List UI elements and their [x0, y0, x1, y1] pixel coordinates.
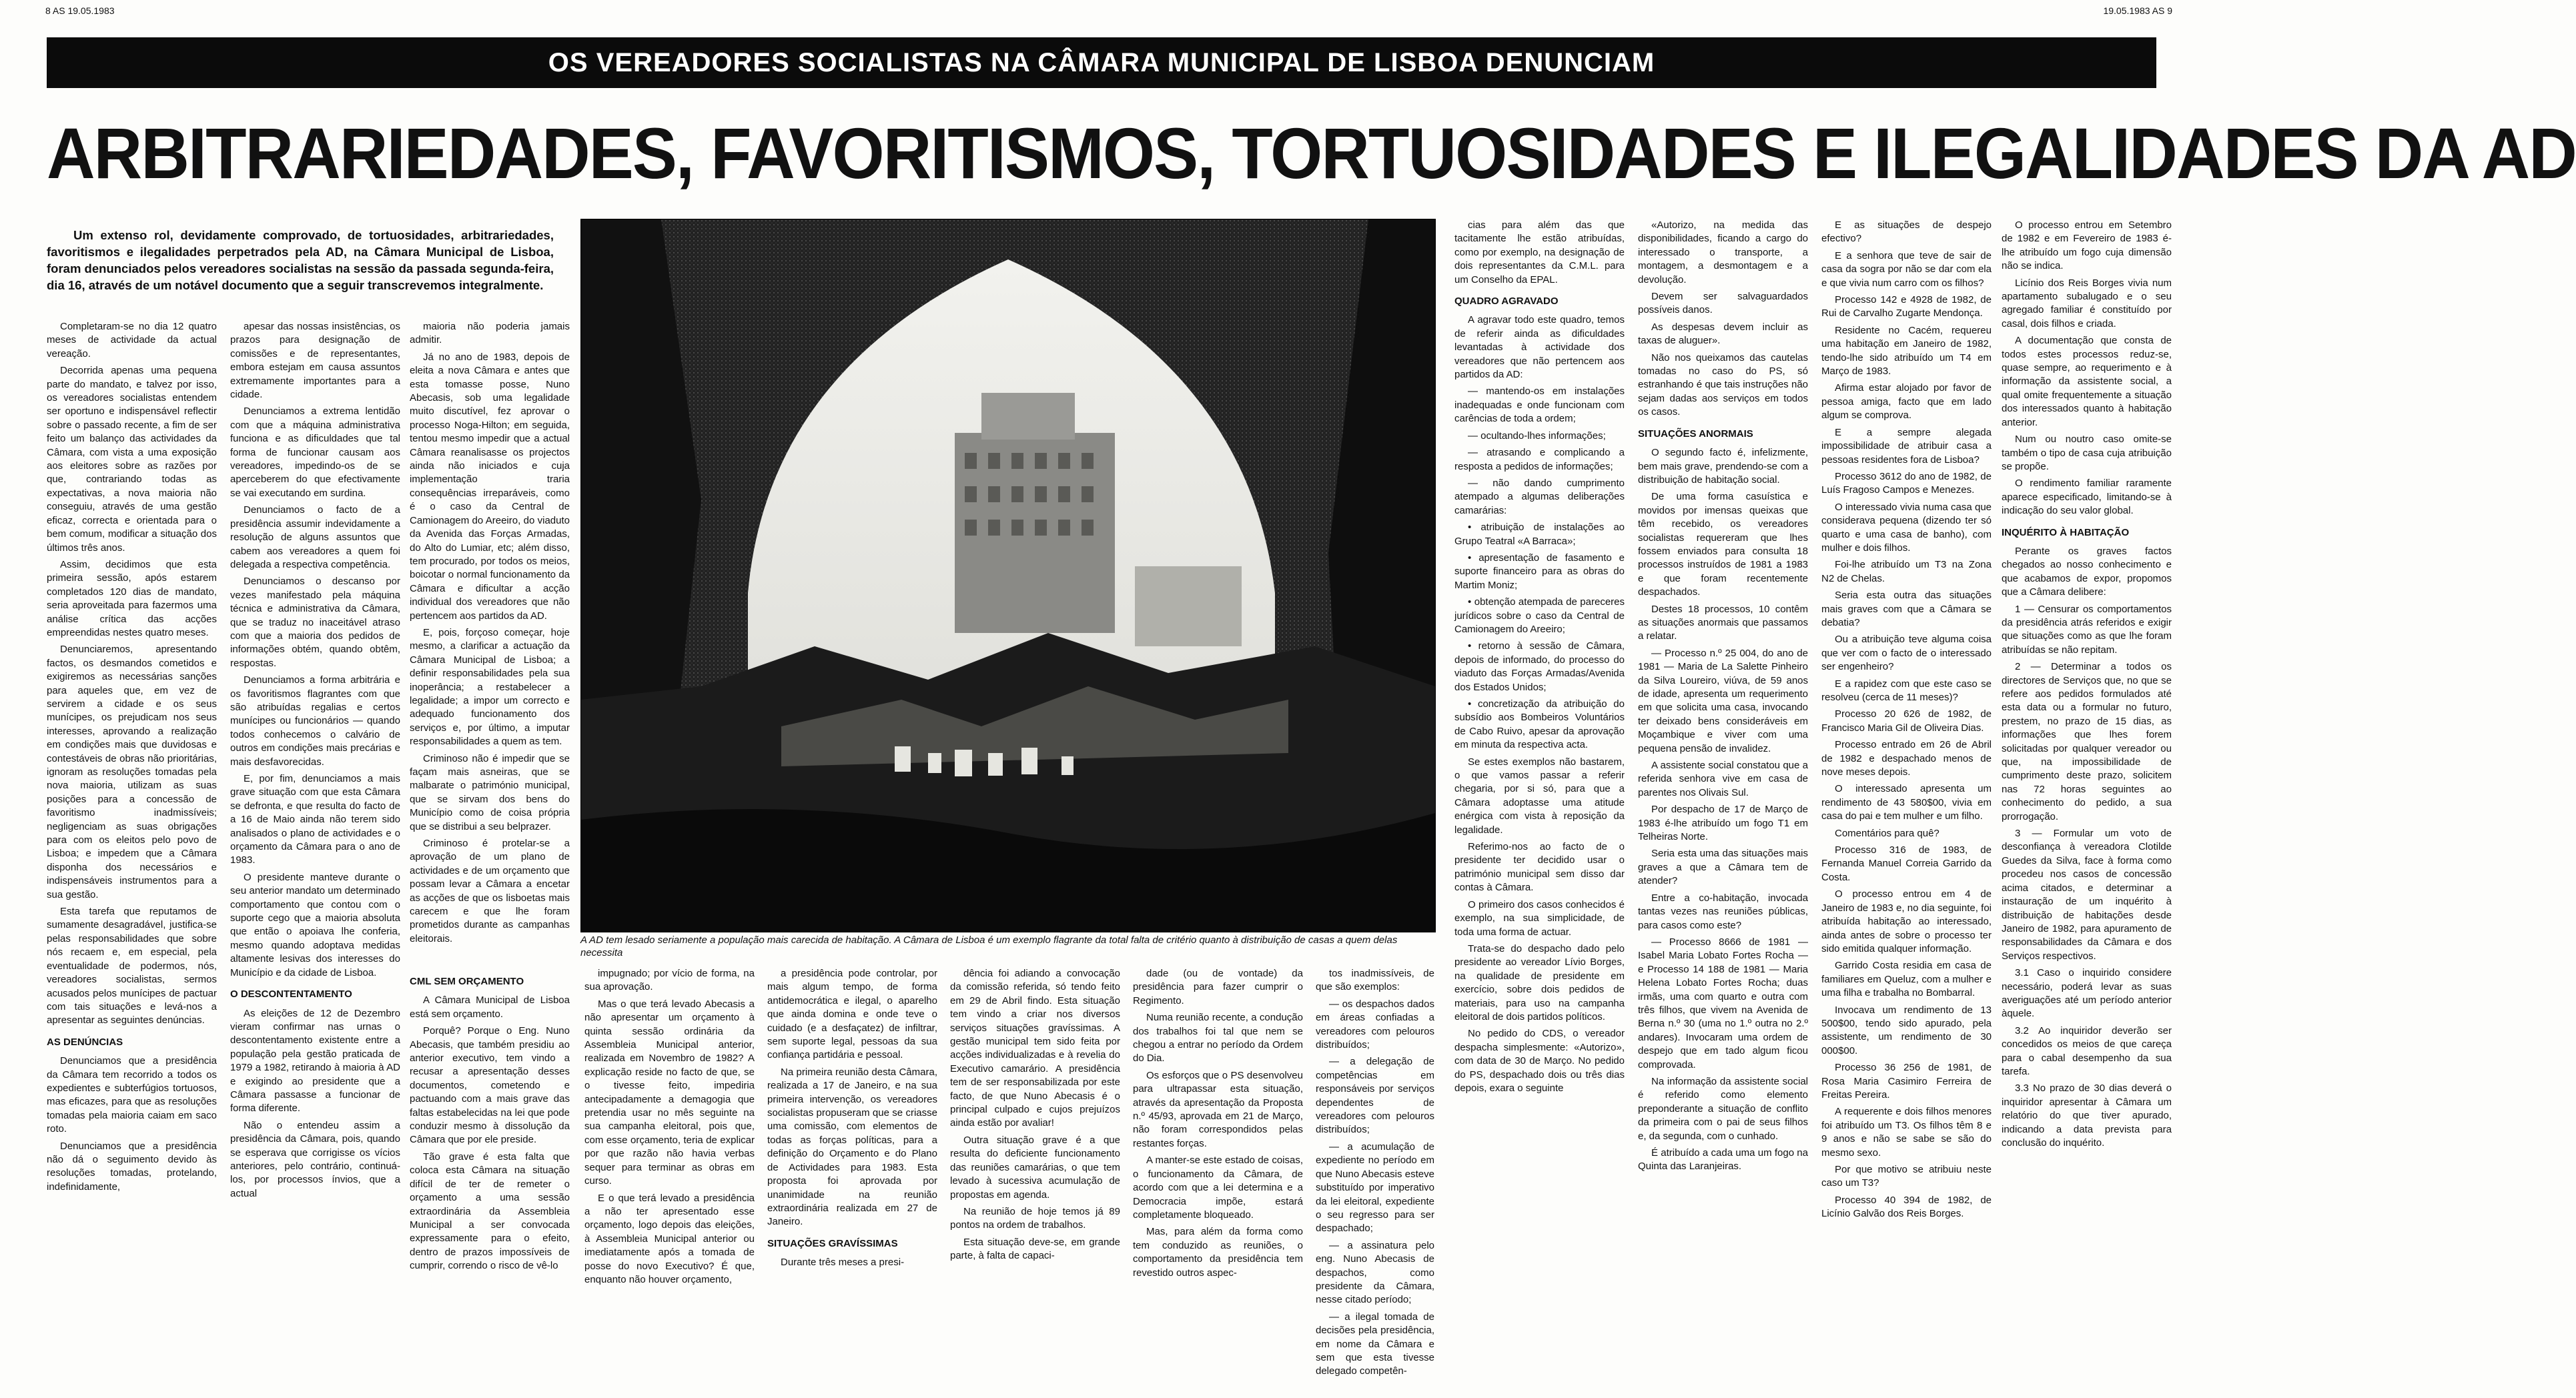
- paragraph: Porquê? Porque o Eng. Nuno Abecasis, que também presidiu ao anterior executivo, tem vindo a recusar a apresentação desses documentos, cometendo e pactuando com a mais grave das faltas estabelecidas na lei que pode conduzir mesmo à dissolução da Câmara que por ele preside.: [410, 1025, 570, 1146]
- text-column-8: [1133, 967, 1303, 1387]
- paragraph: Processo 20 626 de 1982, de Francisco Maria Gil de Oliveira Dias.: [1821, 708, 1992, 734]
- paragraph: — Processo n.º 25 004, do ano de 1981 — Maria de La Salette Pinheiro da Silva Loureiro, viúva, de 59 anos de idade, apresenta um requerimento em que solicita uma casa, invocando ter deixado bens consideráveis em Moçambique e viver com uma pequena pensão de invalidez.: [1638, 647, 1808, 754]
- paragraph: O interessado apresenta um rendimento de 43 580$00, vivia em casa do pai e tem mulher e um filho.: [1821, 783, 1992, 822]
- paragraph: Durante três meses a presi-: [781, 1257, 905, 1269]
- paragraph: O processo entrou em Setembro de 1982 e em Fevereiro de 1983 é-lhe atribuído um fogo cuja dimensão não se indica.: [2002, 219, 2172, 272]
- lead-paragraph: Um extenso rol, devidamente comprovado, de tortuosidades, arbitrariedades, favoritismos e ilegalidades perpetrados pela AD, na Câmara Municipal de Lisboa, foram denunciados pelos vereadores socialistas na sessão da passada segunda-feira, dia 16, através de um notável documento que a seguir transcrevemos integralmente.: [47, 228, 554, 292]
- paragraph: Na primeira reunião desta Câmara, realizada a 17 de Janeiro, e na sua primeira intervenção, os vereadores socialistas propuseram que se criasse uma comissão, com elementos de todas as forças políticas, para a definição do Orçamento e do Plano de Actividades para 1983. Esta proposta foi aprovada por unanimidade na reunião extraordinária realizada em 27 de Janeiro.: [767, 1066, 937, 1228]
- paragraph: Seria esta uma das situações mais graves a que a Câmara tem de atender?: [1638, 848, 1808, 887]
- paragraph: Processo 142 e 4928 de 1982, de Rui de Carvalho Zugarte Mendonça.: [1821, 294, 1992, 319]
- paragraph: Assim, decidimos que esta primeira sessão, após estarem completados 120 dias de mandato, seria aproveitada para fazermos uma análise crítica das acções empreendidas nestes quatro meses.: [47, 558, 217, 638]
- paragraph: E, por fim, denunciamos a mais grave situação com que esta Câmara se defronta, e que resulta do facto de a 16 de Maio ainda não terem sido analisados o plano de actividades e o orçamento da Câmara para o ano de 1983.: [230, 773, 400, 866]
- paragraph: As eleições de 12 de Dezembro vieram confirmar nas urnas o descontentamento existente entre a população pela gestão praticada de 1979 a 1982, retirando à maioria à AD e exigindo ao presidente que a Câmara passasse a funcionar de forma diferente.: [230, 1007, 400, 1115]
- paragraph: A Câmara Municipal de Lisboa está sem orçamento.: [410, 994, 570, 1020]
- paragraph: A requerente e dois filhos menores foi atribuído um T3. Os filhos têm 8 e 9 anos e não se sabe se são do mesmo sexo.: [1821, 1106, 1992, 1159]
- housing-photo: [580, 219, 1436, 932]
- text-column-12: [1821, 219, 1992, 1387]
- text-column-11: [1638, 219, 1808, 1387]
- paragraph: — a delegação de competências em responsáveis por serviços dependentes de vereadores com pelouros distribuídos;: [1316, 1056, 1434, 1136]
- text-column-4: [410, 967, 570, 1387]
- paragraph: — a acumulação de expediente no período em que Nuno Abecasis esteve substituído por imperativo da lei eleitoral, expediente o seu regresso para ser despachado;: [1316, 1141, 1434, 1235]
- paragraph: Ou a atribuição teve alguma coisa que ver com o facto de o interessado ser engenheiro?: [1821, 634, 1992, 673]
- paragraph: Afirma estar alojado por favor de pessoa amiga, facto que em lado algum se comprova.: [1821, 382, 1992, 422]
- paragraph: Devem ser salvaguardados possíveis danos.: [1638, 291, 1808, 316]
- paragraph: Numa reunião recente, a condução dos trabalhos foi tal que nem se chegou a entrar no período da Ordem do Dia.: [1133, 1012, 1303, 1065]
- paragraph: Outra situação grave é a que resulta do deficiente funcionamento das reuniões camarárias, o que tem levado à sucessiva acumulação de propostas em agenda.: [950, 1134, 1120, 1201]
- paragraph: — mantendo-os em instalações inadequadas e onde funcionam com carências de toda a ordem;: [1454, 386, 1625, 425]
- paragraph: Processo 36 256 de 1981, de Rosa Maria Casimiro Ferreira de Freitas Pereira.: [1821, 1062, 1992, 1101]
- paragraph: 3.3 No prazo de 30 dias deverá o inquiridor apresentar à Câmara um relatório do que tiver apurado, indicando a data prevista para conclusão do inquérito.: [2002, 1083, 2172, 1149]
- paragraph: — a assinatura pelo eng. Nuno Abecasis de despachos, como presidente da Câmara, nesse citado período;: [1316, 1239, 1434, 1306]
- paragraph: Foi-lhe atribuído um T3 na Zona N2 de Chelas.: [1821, 559, 1992, 584]
- paragraph: — a ilegal tomada de decisões pela presidência, em nome da Câmara e sem que esta tivesse delegado competên-: [1316, 1311, 1434, 1377]
- paragraph: tos inadmissíveis, de que são exemplos:: [1316, 968, 1434, 993]
- paragraph: a presidência pode controlar, por mais algum tempo, de forma antidemocrática e ilegal, o aparelho que ainda domina e onde teve o cuidado (e a desfaçatez) de infiltrar, sem suporte legal, pessoas da sua confiança partidária e pessoal.: [767, 968, 937, 1061]
- paragraph: 3 — Formular um voto de desconfiança à vereadora Clotilde Guedes da Silva, face à forma como procedeu nos casos de concessão acima citados, e determinar a instauração de um inquérito à distribuição de habitações desde Janeiro de 1982, para apuramento de responsabilidades da Câmara e dos Serviços respectivos.: [2002, 828, 2172, 962]
- paragraph: Invocava um rendimento de 13 500$00, tendo sido apurado, pela assistente, um rendimento de 30 000$00.: [1821, 1004, 1992, 1057]
- paragraph: Referimo-nos ao facto de o presidente ter decidido usar o património municipal sem disso dar contas à Câmara.: [1454, 841, 1625, 894]
- subheading: CML SEM ORÇAMENTO: [410, 976, 524, 987]
- text-column-3: [410, 320, 570, 960]
- paragraph: 3.1 Caso o inquirido considere necessário, poderá levar as suas averiguações até um período anterior àquele.: [2002, 967, 2172, 1020]
- paragraph: Perante os graves factos chegados ao nosso conhecimento e que acabamos de expor, propomos que a Câmara delibere:: [2002, 545, 2172, 598]
- section-banner: OS VEREADORES SOCIALISTAS NA CÂMARA MUNICIPAL DE LISBOA DENUNCIAM: [47, 37, 2156, 88]
- paragraph: Mas o que terá levado Abecasis a não apresentar um orçamento à quinta sessão ordinária da Assembleia Municipal anterior, realizada em Novembro de 1982? A explicação reside no facto de que, se o tivesse feito, impediria antecipadamente a demagogia que pretendia usar no mês seguinte na sua campanha eleitoral, pois que, com esse orçamento, teria de explicar por que razão não havia verbas sequer para terminar as obras em curso.: [584, 998, 755, 1187]
- folio-left: 8 AS 19.05.1983: [45, 5, 115, 16]
- paragraph: 3.2 Ao inquiridor deverão ser concedidos os meios de que careça para o cabal desempenho da sua tarefa.: [2002, 1024, 2172, 1077]
- headline: ARBITRARIEDADES, FAVORITISMOS, TORTUOSIDADES E ILEGALIDADES DA AD: [47, 113, 2576, 193]
- paragraph: Por despacho de 17 de Março de 1983 é-lhe atribuído um fogo T1 em Telheiras Norte.: [1638, 804, 1808, 843]
- paragraph: Processo 40 394 de 1982, de Licínio Galvão dos Reis Borges.: [1821, 1194, 1992, 1220]
- paragraph: Licínio dos Reis Borges vivia num apartamento subalugado e o seu agregado familiar é constituído por casal, dois filhos e criada.: [2002, 277, 2172, 329]
- paragraph: Criminoso não é impedir que se façam mais asneiras, que se malbarate o património municipal, que se sirvam dos bens do Município como de coisa própria que se distribui a seu belprazer.: [410, 752, 570, 832]
- paragraph: Não nos queixamos das cautelas tomadas no caso do PS, só estranhando é que tais instruções não sejam dadas aos serviços em todos os casos.: [1638, 352, 1808, 418]
- paragraph: E o que terá levado a presidência a não ter apresentado esse orçamento, logo depois das eleições, à Assembleia Municipal anterior ou imediatamente após a tomada de posse do novo Executivo? É que, enquanto não houver orçamento,: [584, 1192, 755, 1285]
- text-column-7: [950, 967, 1120, 1387]
- folio-right: 19.05.1983 AS 9: [2103, 5, 2172, 16]
- paragraph: Não o entendeu assim a presidência da Câmara, pois, quando se esperava que corrigisse os vícios anteriores, pelo contrário, continuá-los, por processos ínvios, que a actual: [230, 1119, 400, 1199]
- paragraph: Seria esta outra das situações mais graves com que a Câmara se debatia?: [1821, 590, 1992, 628]
- paragraph: — atrasando e complicando a resposta a pedidos de informações;: [1454, 447, 1625, 472]
- subheading: SITUAÇÕES ANORMAIS: [1638, 428, 1753, 440]
- paragraph: E, pois, forçoso começar, hoje mesmo, a clarificar a actuação da Câmara Municipal de Lisboa; a definir responsabilidades pela sua inoperância; a restabelecer a legalidade; a impor um correcto e adequado funcionamento dos serviços e, por último, a imputar responsabilidades a quem as tem.: [410, 626, 570, 748]
- text-column-5: [584, 967, 755, 1387]
- paragraph: dência foi adiando a convocação da comissão referida, só tendo feito em 29 de Abril findo. Esta situação tem vindo a criar nos diversos serviços situações gravíssimas. A gestão municipal tem sido feita por acções individualizadas e à revelia do Executivo camarário. A presidência tem de ser responsabilizada por este facto, de que Nuno Abecasis é o principal culpado e cujos prejuízos ainda estão por avaliar!: [950, 968, 1120, 1129]
- paragraph: E a sempre alegada impossibilidade de atribuir casa a pessoas residentes fora de Lisboa?: [1821, 426, 1992, 466]
- paragraph: A agravar todo este quadro, temos de referir ainda as dificuldades levantadas à actividade dos vereadores que não pertencem aos partidos da AD:: [1454, 314, 1625, 381]
- paragraph: «Autorizo, na medida das disponibilidades, ficando a cargo do interessado o transporte, a montagem, a desmontagem e a devolução.: [1638, 219, 1808, 285]
- paragraph: • obtenção atempada de pareceres jurídicos sobre o caso da Central de Camionagem do Areeiro;: [1454, 596, 1625, 635]
- text-column-10: [1454, 219, 1625, 1387]
- paragraph: Esta situação deve-se, em grande parte, à falta de capaci-: [950, 1236, 1120, 1262]
- subheading: SITUAÇÕES GRAVÍSSIMAS: [767, 1237, 898, 1249]
- paragraph: Residente no Cacém, requereu uma habitação em Janeiro de 1982, tendo-lhe sido atribuído um T4 em Março de 1983.: [1821, 324, 1992, 378]
- subheading: INQUÉRITO À HABITAÇÃO: [2002, 526, 2130, 538]
- paragraph: Criminoso é protelar-se a aprovação de um plano de actividades e de um orçamento que possam levar a Câmara a encetar as acções de que os lisboetas mais carecem e que lhe foram prometidos durante as campanhas eleitorais.: [410, 838, 570, 944]
- paragraph: As despesas devem incluir as taxas de aluguer».: [1638, 321, 1808, 347]
- subheading: AS DENÚNCIAS: [47, 1036, 123, 1048]
- text-column-13: [2002, 219, 2172, 1387]
- paragraph: Na reunião de hoje temos já 89 pontos na ordem de trabalhos.: [950, 1205, 1120, 1231]
- paragraph: Mas, para além da forma como tem conduzido as reuniões, o comportamento da presidência tem revestido outros aspec-: [1133, 1226, 1303, 1279]
- paragraph: É atribuído a cada uma um fogo na Quinta das Laranjeiras.: [1638, 1147, 1808, 1173]
- text-column-2: [230, 320, 400, 1381]
- paragraph: Na informação da assistente social é referido como elemento preponderante a situação de conflito da primeira com o pai de seus filhos e, da segunda, com o cunhado.: [1638, 1075, 1808, 1142]
- paragraph: O segundo facto é, infelizmente, bem mais grave, prendendo-se com a distribuição de habitação social.: [1638, 447, 1808, 486]
- paragraph: — ocultando-lhes informações;: [1468, 430, 1606, 442]
- paragraph: A documentação que consta de todos estes processos reduz-se, quase sempre, ao requerimento e à informação da assistente social, a qual omite frequentemente a situação dos interessados quanto à habitação anterior.: [2002, 335, 2172, 428]
- paragraph: O primeiro dos casos conhecidos é exemplo, na sua simplicidade, de toda uma forma de actuar.: [1454, 898, 1625, 938]
- paragraph: A manter-se este estado de coisas, o funcionamento da Câmara, de acordo com que a lei determina e a Democracia impõe, estará completamente bloqueado.: [1133, 1155, 1303, 1221]
- paragraph: Tão grave é esta falta que coloca esta Câmara na situação difícil de ter de remeter o orçamento a uma sessão extraordinária da Assembleia Municipal a ser convocada expressamente para o efeito, dentro de prazos impossíveis de cumprir, correndo o risco de vê-lo: [410, 1151, 570, 1272]
- paragraph: Denunciaremos, apresentando factos, os desmandos cometidos e exigiremos as necessárias sanções para aqueles que, em vez de servirem a cidade e os seus munícipes, os prejudicam nos seus interesses, aprovando a realização em condições mais que duvidosas e contestáveis de obras não prioritárias, ignoram as resoluções tomadas pela nova maioria, utilizam as suas posições para a concessão de favoritismo inadmissíveis; negligenciam as suas obrigações para com os eleitos pelo povo de Lisboa; e impedem que a Câmara disponha dos necessários e indispensáveis instrumentos para a sua gestão.: [47, 644, 217, 900]
- paragraph: Denunciamos o facto de a presidência assumir indevidamente a resolução de alguns assuntos que cabem aos vereadores a quem foi delegada a respectiva competência.: [230, 504, 400, 570]
- paragraph: O rendimento familiar raramente aparece especificado, limitando-se à indicação do seu valor global.: [2002, 478, 2172, 517]
- paragraph: Garrido Costa residia em casa de familiares em Queluz, com a mulher e uma filha e trabalha no Bombarral.: [1821, 960, 1992, 999]
- paragraph: Decorrida apenas uma pequena parte do mandato, e talvez por isso, os vereadores socialistas entendem ser oportuno e indispensável reflectir sobre o passado recente, a fim de ser feito um balanço das actividades da Câmara, com vista a uma exposição aos eleitores sobre as razões por que, contrariando todas as expectativas, a nova maioria não conseguiu, através de uma gestão eficaz, correcta e orientada para o bem comum, modificar a situação dos últimos três anos.: [47, 365, 217, 554]
- paragraph: 2 — Determinar a todos os directores de Serviços que, no que se refere aos pedidos formulados até esta data ou a formular no futuro, prestem, no prazo de 15 dias, as informações que lhes forem solicitadas por qualquer vereador ou que, na impossibilidade de cumprimento deste prazo, solicitem nas 72 horas seguintes ao conhecimento do pedido, a sua prorrogação.: [2002, 661, 2172, 822]
- text-column-9: [1316, 967, 1434, 1387]
- paragraph: O interessado vivia numa casa que considerava pequena (dizendo ter só quarto e uma casa de banho), com mulher e dois filhos.: [1821, 501, 1992, 554]
- paragraph: Processo entrado em 26 de Abril de 1982 e despachado menos de nove meses depois.: [1821, 739, 1992, 778]
- photo-caption: A AD tem lesado seriamente a população mais carecida de habitação. A Câmara de Lisboa é um exemplo flagrante da total falta de critério quanto à distribuição de casas a quem delas necessita: [580, 934, 1398, 958]
- paragraph: A assistente social constatou que a referida senhora vive em casa de parentes nos Olivais Sul.: [1638, 760, 1808, 798]
- paragraph: Entre a co-habitação, invocada tantas vezes nas reuniões públicas, para casos como este?: [1638, 892, 1808, 931]
- paragraph: No pedido do CDS, o vereador despacha simplesmente: «Autorizo», com data de 30 de Março. No pedido do PS, despachado dois ou três dias depois, exara o seguinte: [1454, 1028, 1625, 1094]
- paragraph: Processo 316 de 1983, de Fernanda Manuel Correia Garrido da Costa.: [1821, 844, 1992, 883]
- text-column-6: [767, 967, 937, 1387]
- paragraph: E a senhora que teve de sair de casa da sogra por não se dar com ela e que vivia num carro com os filhos?: [1821, 249, 1992, 289]
- paragraph: — não dando cumprimento atempado a algumas deliberações camarárias:: [1454, 477, 1625, 516]
- paragraph: Denunciamos que a presidência não dá o seguimento devido às resoluções tomadas, protelando, indefinidamente,: [47, 1140, 217, 1193]
- paragraph: 1 — Censurar os comportamentos da presidência atrás referidos e exigir que situações como as que lhe foram atribuídas se não repitam.: [2002, 603, 2172, 656]
- paragraph: maioria não poderia jamais admitir.: [410, 321, 570, 346]
- paragraph: Processo 3612 do ano de 1982, de Luís Fragoso Campos e Menezes.: [1821, 470, 1992, 496]
- paragraph: Denunciamos o descanso por vezes manifestado pela máquina técnica e administrativa da Câmara, que se traduz no inaceitável atraso com que a maioria dos pedidos de informações obtém, quando obtêm, respostas.: [230, 576, 400, 669]
- paragraph: apesar das nossas insistências, os prazos para designação de comissões e de representantes, embora estejam em causa assuntos extremamente importantes para a cidade.: [230, 321, 400, 401]
- paragraph: Os esforços que o PS desenvolveu para ultrapassar esta situação, através da apresentação da Proposta n.º 45/93, aprovada em 21 de Março, não foram correspondidos pelas restantes forças.: [1133, 1069, 1303, 1149]
- paragraph: Se estes exemplos não bastarem, o que vamos passar a referir chegaria, por si só, para que a Câmara adoptasse uma atitude enérgica com vista à reposição da legalidade.: [1454, 756, 1625, 836]
- subheading: QUADRO AGRAVADO: [1454, 295, 1559, 307]
- paragraph: O presidente manteve durante o seu anterior mandato um determinado comportamento que contou com o suporte cego que a maioria absoluta que então o apoiava lhe conferia, mesmo quando adoptava medidas altamente lesivas dos interesses do Município e da cidade de Lisboa.: [230, 871, 400, 978]
- paragraph: Esta tarefa que reputamos de sumamente desagradável, justifica-se pelas responsabilidades que sobre nós recaem e, em especial, pela eventualidade de podermos, nós, vereadores socialistas, sermos acusados pelos munícipes de pactuar com tais situações e levá-nos a apresentar as seguintes denúncias.: [47, 906, 217, 1026]
- text-column-1: [47, 320, 217, 1381]
- paragraph: Denunciamos a forma arbitrária e os favoritismos flagrantes com que são atribuídas regalias e certos munícipes ou funcionários — quando todos conhecemos o calvário de outros em condições mais precárias e mais desfavorecidas.: [230, 674, 400, 768]
- paragraph: Completaram-se no dia 12 quatro meses de actividade da actual vereação.: [47, 321, 217, 360]
- paragraph: Já no ano de 1983, depois de eleita a nova Câmara e antes que esta tomasse posse, Nuno Abecasis, sob uma legalidade muito discutível, fez aprovar o processo Noga-Hilton; em seguida, tentou mesmo impedir que a actual Câmara reanalisasse os projectos ainda não iniciados e cuja implementação traria consequências irreparáveis, como é o caso da Central de Camionagem do Areeiro, do viaduto da Avenida das Forças Armadas, do Alto do Lumiar, etc; além disso, tem procurado, por todos os meios, boicotar o normal funcionamento da Câmara e dificultar a acção individual dos vereadores que não pertencem aos partidos da AD.: [410, 351, 570, 622]
- paragraph: cias para além das que tacitamente lhe estão atribuídas, como por exemplo, na designação de dois representantes da C.M.L. para um Conselho da EPAL.: [1454, 219, 1625, 285]
- paragraph: E a rapidez com que este caso se resolveu (cerca de 11 meses)?: [1821, 678, 1992, 703]
- paragraph: • retorno à sessão de Câmara, depois de informado, do processo do viaduto das Forças Armadas/Avenida dos Estados Unidos;: [1454, 640, 1625, 693]
- paragraph: Trata-se do despacho dado pelo presidente ao vereador Lívio Borges, na qualidade de presidente em exercício, sobre dois pedidos de materiais, para uso na campanha eleitoral de dois partidos políticos.: [1454, 942, 1625, 1022]
- paragraph: Denunciamos a extrema lentidão com que a máquina administrativa funciona e as dificuldades que tal forma de funcionar causam aos vereadores, impedindo-os de se aperceberem do que efectivamente se vai executando em surdina.: [230, 406, 400, 499]
- paragraph: Comentários para quê?: [1835, 827, 1940, 839]
- paragraph: Denunciamos que a presidência da Câmara tem recorrido a todos os expedientes e subterfúgios tortuosos, mas eficazes, para que as resoluções tomadas pela maioria caiam em saco roto.: [47, 1055, 217, 1135]
- paragraph: Destes 18 processos, 10 contêm as situações anormais que passamos a relatar.: [1638, 603, 1808, 642]
- subheading: O DESCONTENTAMENTO: [230, 988, 352, 1000]
- paragraph: dade (ou de vontade) da presidência para fazer cumprir o Regimento.: [1133, 968, 1303, 1006]
- paragraph: — Processo 8666 de 1981 — Isabel Maria Lobato Fortes Rocha — e Processo 14 188 de 1981 — Maria Helena Lobato Fortes Rocha; duas irmãs, uma com quarto e outra com três filhos, que vivem na Avenida de Berna n.º 30 (uma no 1.º outra no 2.º andares). Invocaram uma ordem de despejo que em tado algum ficou comprovada.: [1638, 936, 1808, 1071]
- paragraph: Num ou noutro caso omite-se também o tipo de casa cuja atribuição se propõe.: [2002, 434, 2172, 472]
- paragraph: impugnado; por vício de forma, na sua aprovação.: [584, 968, 755, 993]
- paragraph: — os despachos dados em áreas confiadas a vereadores com pelouros distribuídos;: [1316, 998, 1434, 1051]
- paragraph: • concretização da atribuição do subsídio aos Bombeiros Voluntários de Cabo Ruivo, apesar da aprovação em minuta da respectiva acta.: [1454, 698, 1625, 751]
- paragraph: E as situações de despejo efectivo?: [1821, 219, 1992, 245]
- paragraph: Por que motivo se atribuiu neste caso um T3?: [1821, 1164, 1992, 1189]
- paragraph: De uma forma casuística e movidos por imensas queixas que têm recebido, os vereadores socialistas requereram que lhes fossem enviados para consulta 18 processos instruídos de 1981 a 1983 e que foram recentemente despachados.: [1638, 491, 1808, 598]
- paragraph: • apresentação de fasamento e suporte financeiro para as obras do Martim Moniz;: [1454, 552, 1625, 591]
- paragraph: O processo entrou em 4 de Janeiro de 1983 e, no dia seguinte, foi atribuída habitação ao interessado, ainda antes de sobre o processo ter sido emitida qualquer informação.: [1821, 888, 1992, 954]
- paragraph: • atribuição de instalações ao Grupo Teatral «A Barraca»;: [1454, 522, 1625, 547]
